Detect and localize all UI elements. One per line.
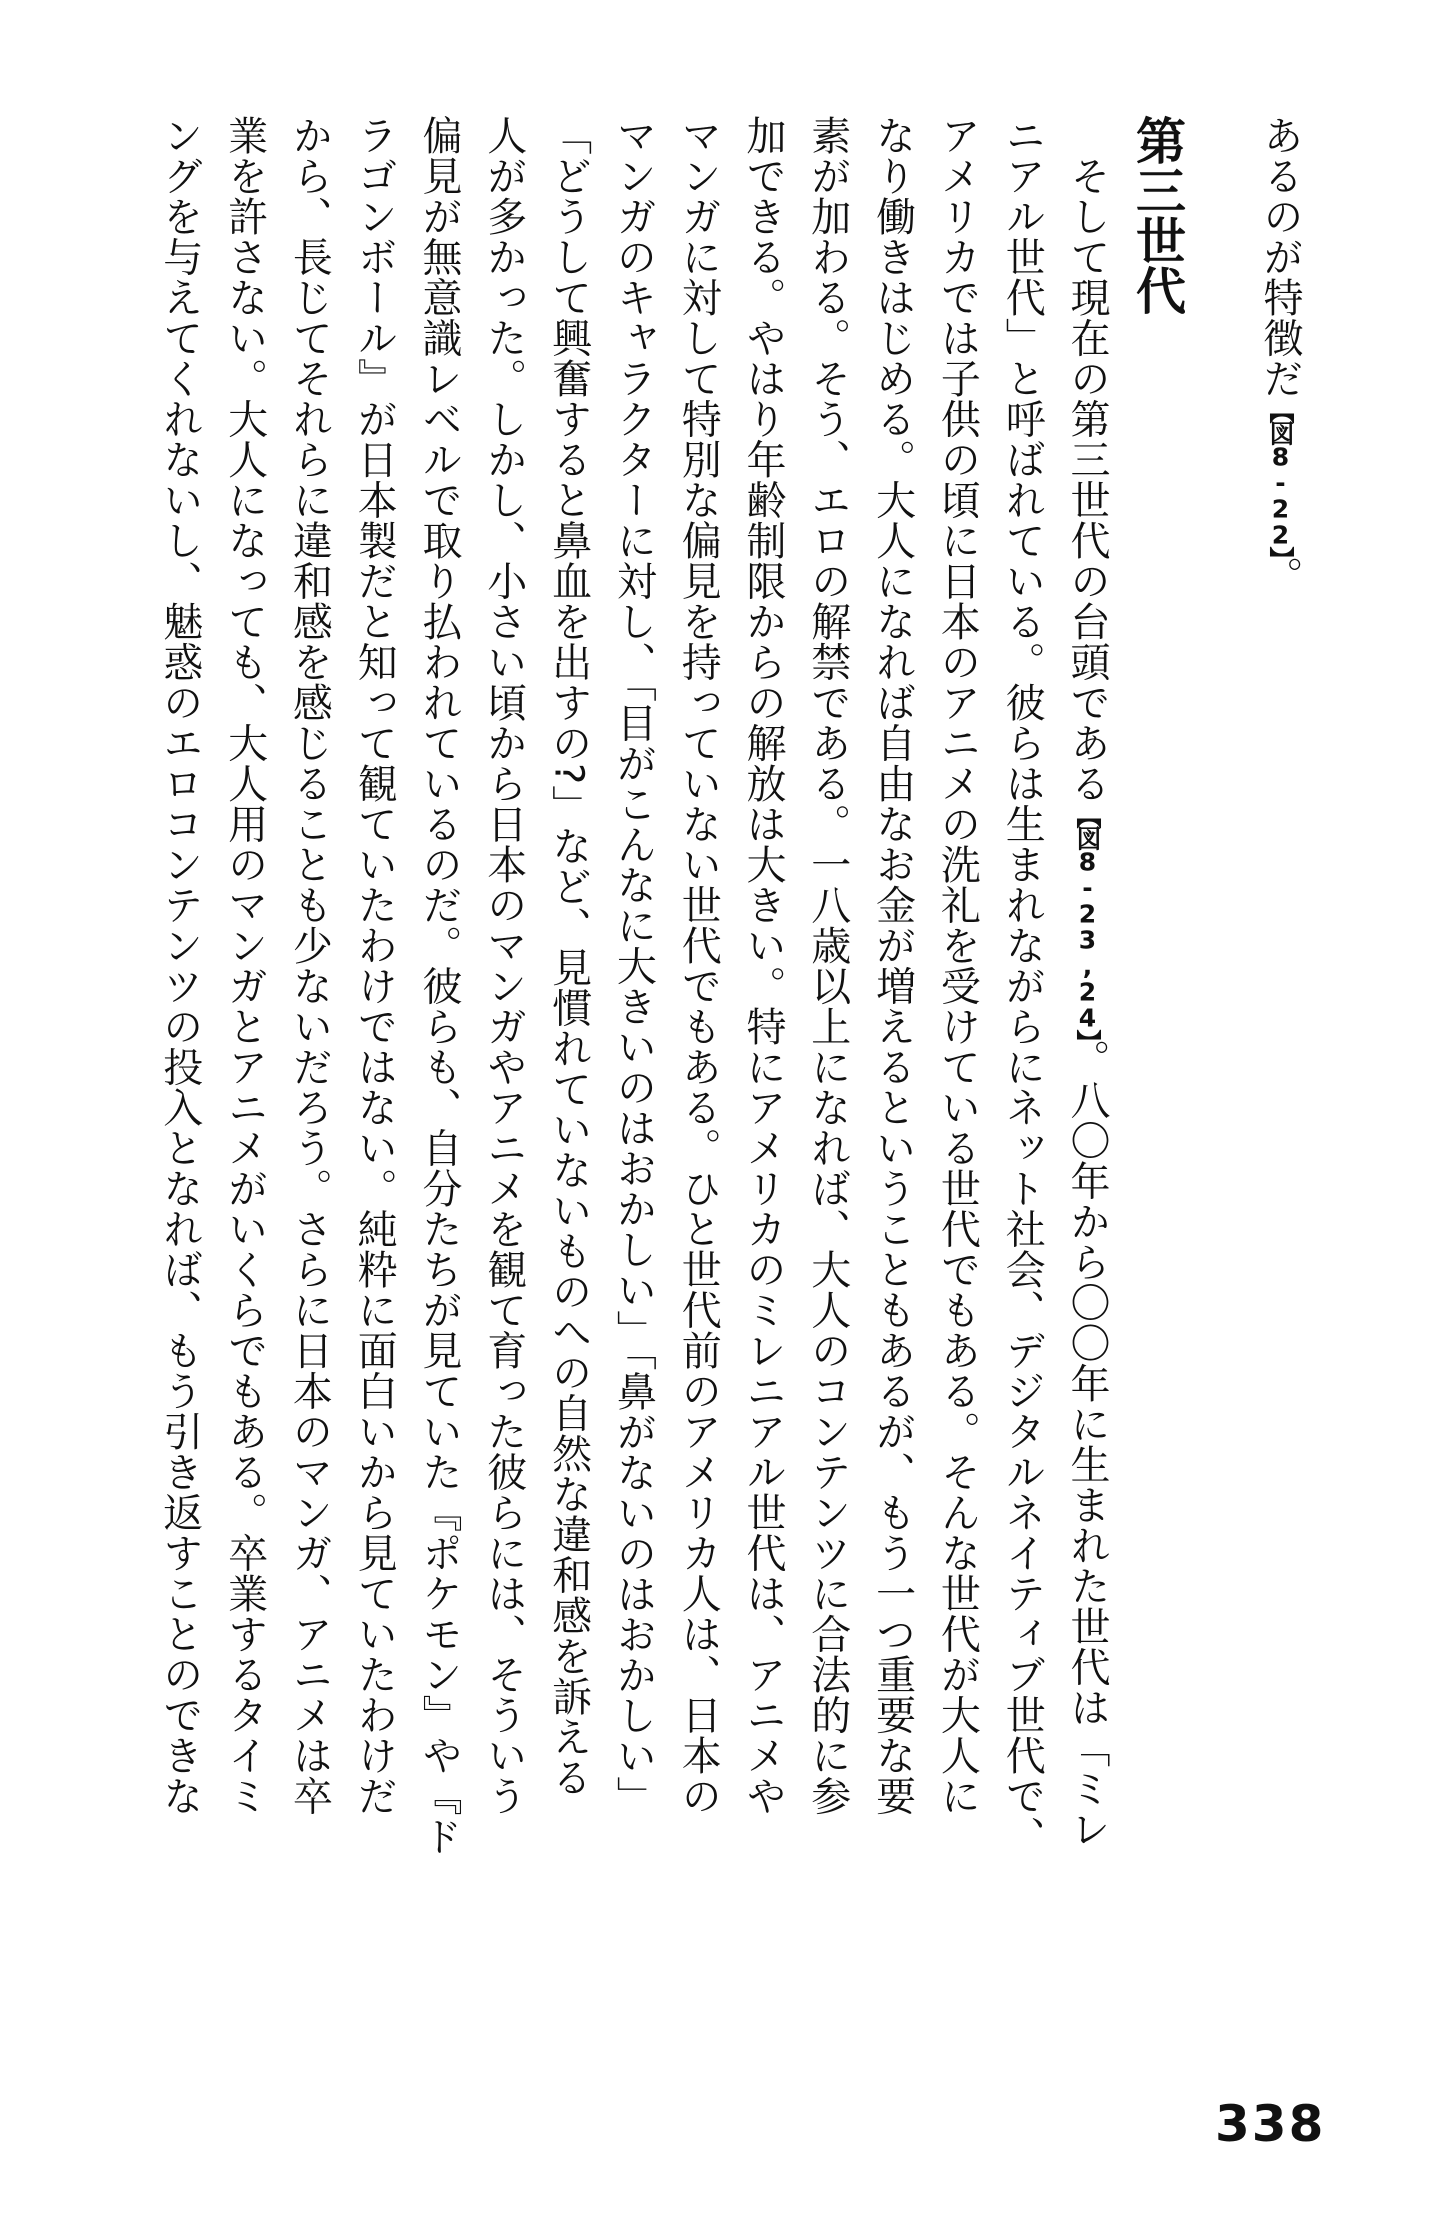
text-column xyxy=(150,115,210,1816)
text-column xyxy=(215,115,275,1816)
text-segment: アメリカでは子供の頃に日本のアニメの洗礼を受けている世代でもある。そんな世代が大人に xyxy=(934,115,981,1816)
text-segment: 「どうして興奮すると鼻血を出すの?」など、見慣れていないものへの自然な違和感を訴える xyxy=(545,115,592,1798)
text-column xyxy=(474,115,534,1816)
text-segment: マンガに対して特別な偏見を持っていない世代でもある。ひと世代前のアメリカ人は、日本の xyxy=(675,115,722,1816)
text-segment: 。 xyxy=(1257,556,1303,597)
text-column xyxy=(1250,115,1310,597)
text-segment: あるのが特徴だ xyxy=(1257,115,1303,399)
section-heading: 第三世代 xyxy=(1128,115,1186,315)
figure-reference: 【図8-23,24】 xyxy=(1073,803,1102,1039)
text-segment: 偏見が無意識レベルで取り払われているのだ。彼らも、自分たちが見ていた『ポケモン』や『ド xyxy=(416,115,462,1857)
text-segment: ングを与えてくれないし、魅惑のエロコンテンツの投入となれば、もう引き返すことのできな xyxy=(156,115,203,1816)
text-column xyxy=(409,115,469,1857)
text-segment: ニアル世代」と呼ばれている。彼らは生まれながらにネット社会、デジタルネイティブ世代で、 xyxy=(999,115,1046,1857)
text-column xyxy=(992,115,1052,1857)
text-column xyxy=(668,115,728,1816)
text-column xyxy=(863,115,923,1816)
text-segment: マンガのキャラクターに対し、「目がこんなに大きいのはおかしい」「鼻がないのはおかしい」 xyxy=(610,115,657,1817)
text-segment: 業を許さない。大人になっても、大人用のマンガとアニメがいくらでもある。卒業するタイミ xyxy=(221,115,268,1816)
text-column xyxy=(539,115,599,1797)
text-column xyxy=(279,115,339,1816)
text-segment: 。八〇年から〇〇年に生まれた世代は「ミレ xyxy=(1064,1039,1110,1849)
text-segment: 素が加わる。そう、エロの解禁である。一八歳以上になれば、大人のコンテンツに合法的に参 xyxy=(804,115,851,1816)
text-column xyxy=(344,115,404,1816)
text-column xyxy=(1057,115,1117,1849)
text-segment: ラゴンボール』が日本製だと知って観ていたわけではない。純粋に面白いから見ていたわけだ xyxy=(351,115,398,1816)
text-segment: 加できる。やはり年齢制限からの解放は大きい。特にアメリカのミレニアル世代は、アニメや xyxy=(740,115,786,1816)
text-column xyxy=(733,115,793,1816)
text-column xyxy=(798,115,858,1816)
page-number: 338 xyxy=(1215,2095,1326,2153)
text-segment: なり働きはじめる。大人になれば自由なお金が増えるということもあるが、もう一つ重要な要 xyxy=(869,115,916,1816)
text-segment: 人が多かった。しかし、小さい頃から日本のマンガやアニメを観て育った彼らには、そういう xyxy=(480,115,527,1816)
text-column xyxy=(927,115,987,1816)
figure-reference: 【図8-22】 xyxy=(1266,398,1295,556)
text-column xyxy=(603,115,663,1817)
text-segment: から、長じてそれらに違和感を感じることも少ないだろう。さらに日本のマンガ、アニメは卒 xyxy=(286,115,333,1816)
text-segment: そして現在の第三世代の台頭である xyxy=(1064,115,1110,804)
